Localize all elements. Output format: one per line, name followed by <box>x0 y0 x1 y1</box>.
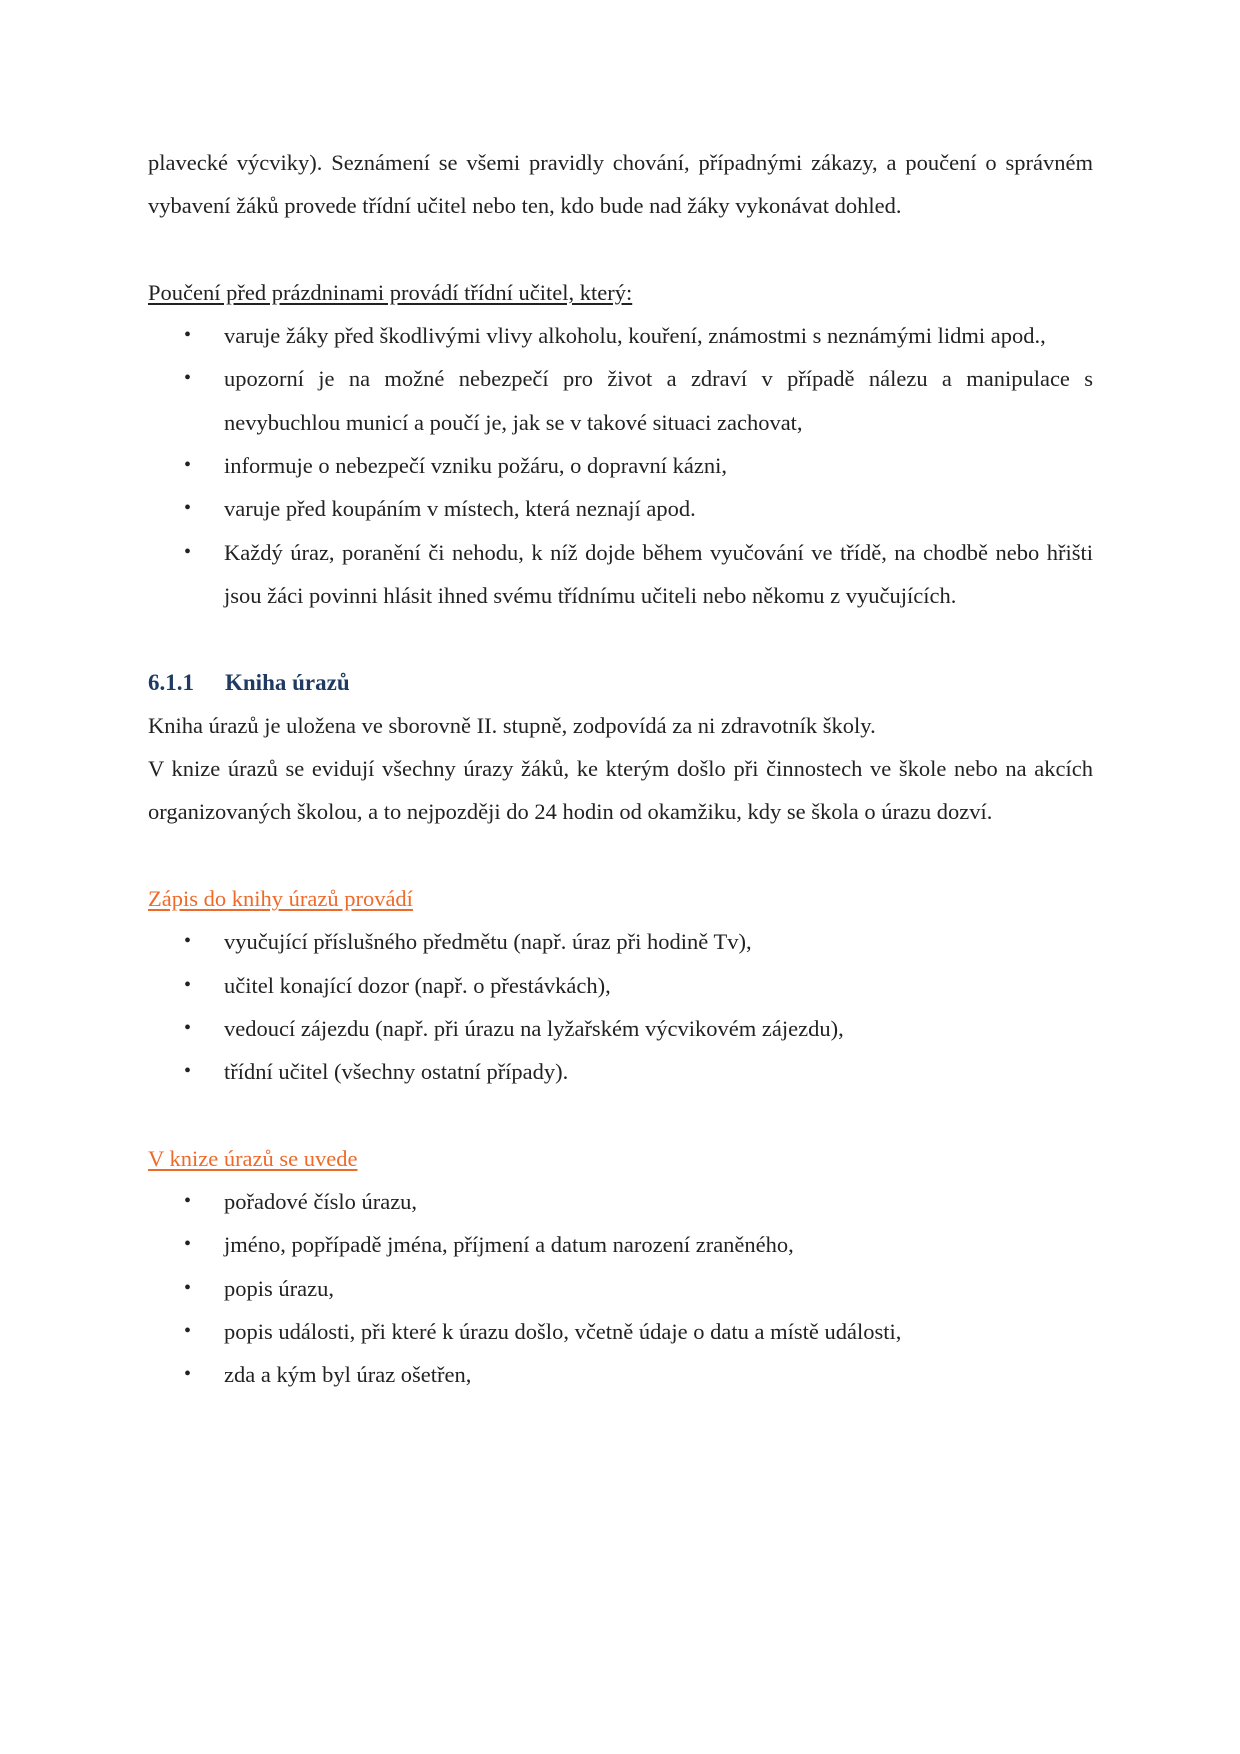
spacer <box>148 1094 1093 1137</box>
list-item: • upozorní je na možné nebezpečí pro život a zdraví v případě nálezu a manipulace s nevybuchlou municí a poučí je, jak se v takové situaci zachovat, <box>148 357 1093 444</box>
record-list <box>148 1180 1093 1396</box>
spacer <box>148 834 1093 877</box>
list-item: • zda a kým byl úraz ošetřen, <box>148 1353 1093 1396</box>
list-item: • vedoucí zájezdu (např. při úrazu na lyžařském výcvikovém zájezdu), <box>148 1007 1093 1050</box>
section-heading <box>148 661 1093 704</box>
list-item: • popis události, při které k úrazu došlo, včetně údaje o datu a místě události, <box>148 1310 1093 1353</box>
intro-paragraph: plavecké výcviky). Seznámení se všemi pravidly chování, případnými zákazy, a poučení o správném vybavení žáků provede třídní učitel nebo ten, kdo bude nad žáky vykonávat dohled. <box>148 150 1093 219</box>
list-item: • učitel konající dozor (např. o přestávkách), <box>148 964 1093 1007</box>
page-content <box>148 141 1093 1397</box>
spacer <box>148 228 1093 271</box>
list-item: • varuje před koupáním v místech, která neznají apod. <box>148 487 1093 530</box>
list-item: • informuje o nebezpečí vzniku požáru, o dopravní kázni, <box>148 444 1093 487</box>
section-paragraph-1: Kniha úrazů je uložena ve sborovně II. stupně, zodpovídá za ni zdravotník školy. <box>148 712 876 738</box>
list-item: • vyučující příslušného předmětu (např. úraz při hodině Tv), <box>148 920 1093 963</box>
list-item: • Každý úraz, poranění či nehodu, k níž dojde během vyučování ve třídě, na chodbě nebo hřišti jsou žáci povinni hlásit ihned svému třídnímu učiteli nebo někomu z vyučujících. <box>148 531 1093 618</box>
holiday-list <box>148 314 1093 617</box>
entry-list <box>148 920 1093 1093</box>
list-item: • třídní učitel (všechny ostatní případy). <box>148 1050 1093 1093</box>
list-item: • varuje žáky před škodlivými vlivy alkoholu, kouření, známostmi s neznámými lidmi apod., <box>148 314 1093 357</box>
list-item: • popis úrazu, <box>148 1267 1093 1310</box>
holiday-section-title: Poučení před prázdninami provádí třídní učitel, který: <box>148 279 633 305</box>
list-item: • pořadové číslo úrazu, <box>148 1180 1093 1223</box>
section-number: 6.1.1 <box>148 669 194 695</box>
list-item: • jméno, popřípadě jména, příjmení a datum narození zraněného, <box>148 1223 1093 1266</box>
record-section-title: V knize úrazů se uvede <box>148 1145 358 1171</box>
section-paragraph-2: V knize úrazů se evidují všechny úrazy žáků, ke kterým došlo při činnostech ve škole nebo na akcích organizovaných školou, a to nejpozději do 24 hodin od okamžiku, kdy se škola o úrazu dozví. <box>148 756 1093 825</box>
section-title: Kniha úrazů <box>225 669 350 695</box>
entry-section-title: Zápis do knihy úrazů provádí <box>148 886 413 912</box>
